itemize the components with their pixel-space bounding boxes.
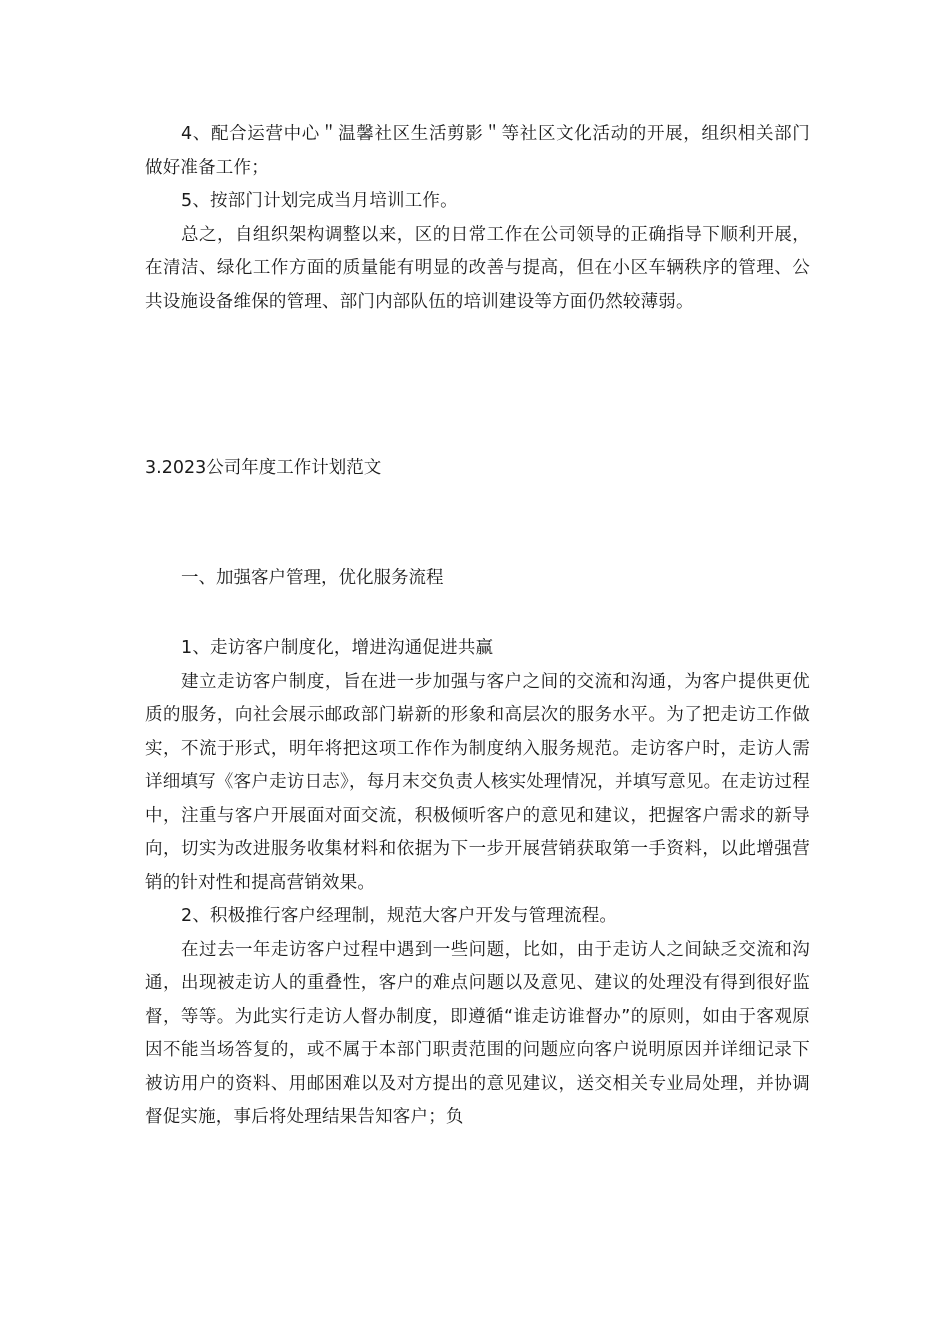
subsection-1-heading: 1、走访客户制度化，增进沟通促进共赢: [181, 638, 494, 658]
subsection-2-body: 在过去一年走访客户过程中遇到一些问题，比如，由于走访人之间缺乏交流和沟通，出现被走访人的重叠性，客户的难点问题以及意见、建议的处理没有得到很好监督，等等。为此实行走访人督办制度，即遵循“谁走访谁督办”的原则，如由于客观原因不能当场答复的，或不属于本部门职责范围的问题应向客户说明原因并详细记录下被访用户的资料、用邮困难以及对方提出的意见建议，送交相关专业局处理，并协调督促实施，事后将处理结果告知客户；负: [145, 939, 810, 1127]
subsection-1: [145, 632, 810, 1135]
paragraph-summary: 总之，自组织架构调整以来，区的日常工作在公司领导的正确指导下顺利开展，在清洁、绿化工作方面的质量能有明显的改善与提高，但在小区车辆秩序的管理、公共设施设备维保的管理、部门内部队伍的培训建设等方面仍然较薄弱。: [145, 224, 810, 312]
paragraph-item-4: 4、配合运营中心＂温馨社区生活剪影＂等社区文化活动的开展，组织相关部门做好准备工作；: [145, 124, 810, 178]
subsection-1-body: 建立走访客户制度，旨在进一步加强与客户之间的交流和沟通，为客户提供更优质的服务，向社会展示邮政部门崭新的形象和高层次的服务水平。为了把走访工作做实，不流于形式，明年将把这项工作作为制度纳入服务规范。走访客户时，走访人需详细填写《客户走访日志》，每月末交负责人核实处理情况，并填写意见。在走访过程中，注重与客户开展面对面交流，积极倾听客户的意见和建议，把握客户需求的新导向，切实为改进服务收集材料和依据为下一步开展营销获取第一手资料，以此增强营销的针对性和提高营销效果。: [145, 671, 810, 893]
subsection-2-heading: 2、积极推行客户经理制，规范大客户开发与管理流程。: [181, 906, 618, 926]
top-section: [145, 118, 810, 319]
article-title: 3.2023公司年度工作计划范文: [145, 458, 382, 478]
section-heading: 一、加强客户管理，优化服务流程: [181, 568, 444, 588]
paragraph-item-5: 5、按部门计划完成当月培训工作。: [181, 191, 458, 211]
